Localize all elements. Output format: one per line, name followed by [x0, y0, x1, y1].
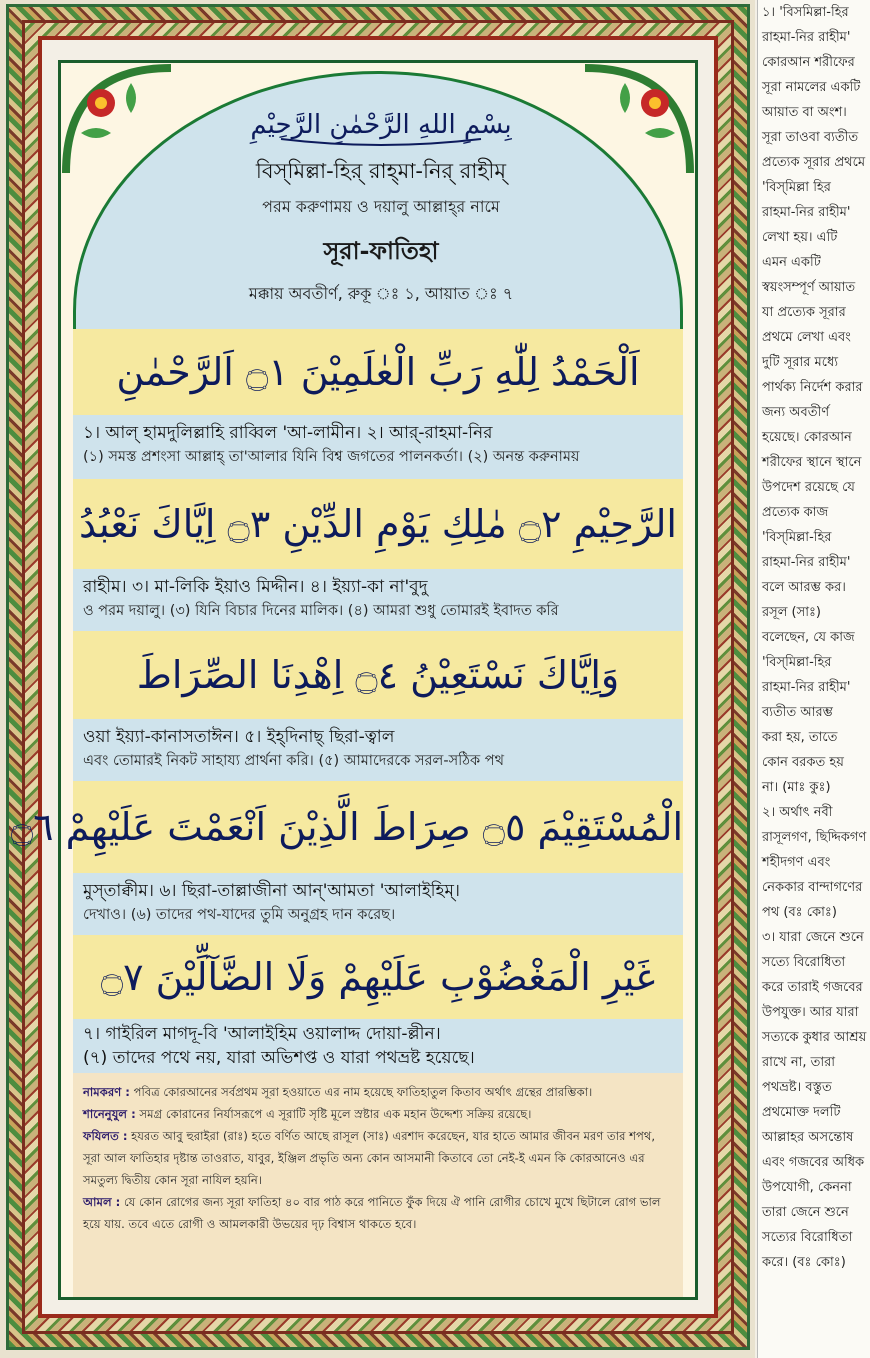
commentary-line: সূরা নামলের একটি — [762, 80, 861, 95]
surah-notes — [73, 1073, 683, 1297]
commentary-line: প্রত্যেক সূরার প্রথমে — [762, 155, 866, 170]
verse-meaning: (৭) তাদের পথে নয়, যারা অভিশপ্ত ও যারা পথভ্রষ্ট হয়েছে। — [83, 1048, 475, 1068]
commentary-line: করা হয়, তাতে — [762, 730, 838, 745]
commentary-line: করে। (বঃ কোঃ) — [762, 1255, 846, 1270]
commentary-line: উপযোগী, কেননা — [762, 1180, 852, 1195]
commentary-line: জন্য অবতীর্ণ — [762, 405, 830, 420]
commentary-line: সত্যের বিরোধিতা — [762, 1230, 853, 1245]
verse-meaning: এবং তোমারই নিকট সাহায্য প্রার্থনা করি। (৫) আমাদেরকে সরল-সঠিক পথ — [83, 753, 505, 769]
commentary-line: উপযুক্ত। আর যারা — [762, 1005, 859, 1020]
verse-translation — [73, 569, 683, 631]
commentary-line: পথ (বঃ কোঃ) — [762, 905, 837, 920]
commentary-line: করে তারাই গজবের — [762, 980, 863, 995]
commentary-line: 'বিস্‌মিল্লা হির — [762, 180, 831, 195]
note-revelation-context — [83, 1103, 673, 1125]
commentary-line: ব্যতীত আরম্ভ — [762, 705, 833, 720]
commentary-column — [757, 0, 870, 1358]
bismillah-calligraphy — [61, 93, 701, 149]
surah-title: সূরা-ফাতিহা — [323, 236, 439, 265]
commentary-line: সত্যে বিরোধিতা — [762, 955, 846, 970]
verse-meaning: ও পরম দয়ালু। (৩) যিনি বিচার দিনের মালিক। (৪) আমরা শুধু তোমারই ইবাদত করি — [83, 603, 559, 619]
commentary-line: যা প্রত্যেক সূরার — [762, 305, 846, 320]
commentary-line: প্রথমোক্ত দলটি — [762, 1105, 841, 1120]
commentary-line: শরীফের স্থানে স্থানে — [762, 455, 862, 470]
commentary-line: ৩। যারা জেনে শুনে — [762, 930, 864, 945]
verse-meaning: (১) সমস্ত প্রশংসা আল্লাহ্ তা'আলার যিনি বিশ্ব জগতের পালনকর্তা। (২) অনন্ত করুনাময় — [83, 449, 580, 465]
commentary-line: সত্যকে কুধার আশ্রয় — [762, 1030, 867, 1045]
arabic-verse: وَاِيَّاكَ نَسْتَعِيْنُ ۝٤ اِهْدِنَا الصِّرَاطَ — [73, 631, 683, 719]
commentary-line: ২। অর্থাৎ নবী — [762, 805, 833, 820]
verse-translation — [73, 719, 683, 781]
arabic-verse: اَلْحَمْدُ لِلّٰهِ رَبِّ الْعٰلَمِيْنَ ۝١ اَلرَّحْمٰنِ — [73, 329, 683, 415]
header — [61, 93, 701, 308]
commentary-line: হয়েছে। কোরআন — [762, 430, 852, 445]
verse-transliteration: ৭। গাইরিল মাগদূ-বি 'আলাইহিম ওয়ালাদ্দ দোয়া-ল্লীন। — [83, 1024, 441, 1044]
commentary-line: রাহমা-নির রাহীম' — [762, 205, 851, 220]
commentary-line: ১। 'বিসমিল্লা-হির — [762, 5, 849, 20]
commentary-line: বলে আরম্ভ কর। — [762, 580, 846, 595]
note-label: নামকরণ : — [83, 1085, 130, 1099]
verse-transliteration: রাহীম। ৩। মা-লিকি ইয়াও মিদ্দীন। ৪। ইয়্যা-কা না'বুদু — [83, 577, 428, 597]
commentary-line: কোরআন শরীফের — [762, 55, 855, 70]
commentary-line: প্রথমে লেখা এবং — [762, 330, 851, 345]
commentary-line: পার্থক্য নির্দেশ করার — [762, 380, 863, 395]
commentary-line: রসূল (সাঃ) — [762, 605, 821, 620]
content-frame — [10, 60, 698, 1300]
commentary-line: উপদেশ রয়েছে যে — [762, 480, 855, 495]
commentary-line: শহীদগণ এবং — [762, 855, 831, 870]
note-practice — [83, 1191, 673, 1235]
commentary-line: এমন একটি — [762, 255, 821, 270]
commentary-line: সূরা তাওবা ব্যতীত — [762, 130, 859, 145]
commentary-line: বলেছেন, যে কাজ — [762, 630, 855, 645]
commentary-line: নেককার বান্দাগণের — [762, 880, 863, 895]
verse-translation — [73, 1019, 683, 1073]
commentary-line: প্রত্যেক কাজ — [762, 505, 829, 520]
note-label: ফযিলত : — [83, 1129, 128, 1143]
commentary-line: স্বয়ংসম্পূর্ণ আয়াত — [762, 280, 856, 295]
bismillah-arabic: بِسْمِ اللهِ الرَّحْمٰنِ الرَّحِيْمِ — [250, 110, 512, 140]
commentary-line: রাহমা-নির রাহীম' — [762, 30, 851, 45]
arabic-verse: الْمُسْتَقِيْمَ ۝٥ صِرَاطَ الَّذِيْنَ اَنْعَمْتَ عَلَيْهِمْ ۝٦ — [73, 781, 683, 873]
arabic-verse: غَيْرِ الْمَغْضُوْبِ عَلَيْهِمْ وَلَا الضَّآلِّيْنَ ۝٧ — [73, 935, 683, 1019]
verse-transliteration: মুস্‌তাক্বীম। ৬। ছিরা-তাল্লাজীনা আন্'আমতা 'আলাইহিম্। — [83, 881, 460, 901]
arabic-verse: الرَّحِيْمِ ۝٢ مٰلِكِ يَوْمِ الدِّيْنِ ۝٣ اِيَّاكَ نَعْبُدُ — [73, 479, 683, 569]
commentary-line: লেখা হয়। এটি — [762, 230, 838, 245]
commentary-line: আল্লাহর অসন্তোষ — [762, 1130, 854, 1145]
note-label: আমল : — [83, 1195, 121, 1209]
commentary-line: রাহমা-নির রাহীম' — [762, 555, 851, 570]
commentary-line: রাসূলগণ, ছিদ্দিকগণ — [762, 830, 867, 845]
note-text: যে কোন রোগের জন্য সূরা ফাতিহা ৪০ বার পাঠ করে পানিতে ফুঁক দিয়ে ঐ পানি রোগীর চোখে মুখে ছিটালে রোগ ভাল হয়ে যায়. তবে এতে রোগী ও আমলকারী উভয়ের দৃঢ় বিশ্বাস থাকতে হবে। — [83, 1195, 661, 1231]
note-text: সমগ্র কোরানের নির্যাসরূপে এ সূরাটি সৃষ্টি মূলে স্রষ্টার এক মহান উদ্দেশ্য সক্রিয় রয়েছে। — [139, 1107, 532, 1121]
commentary-line: তারা জেনে শুনে — [762, 1205, 849, 1220]
commentary-line: 'বিস্‌মিল্লা-হির — [762, 655, 832, 670]
note-text: পবিত্র কোরআনের সর্বপ্রথম সূরা হওয়াতে এর নাম হয়েছে ফাতিহাতুল কিতাব অর্থাৎ গ্রন্থের প্রারম্ভিকা। — [133, 1085, 593, 1099]
commentary-line: দুটি সূরার মধ্যে — [762, 355, 839, 370]
commentary-line: না। (মাঃ কুঃ) — [762, 780, 831, 795]
note-virtue — [83, 1125, 673, 1191]
commentary-line: রাখে না, তারা — [762, 1055, 836, 1070]
note-label: শানেনুযুল : — [83, 1107, 136, 1121]
verse-transliteration: ওয়া ইয়্যা-কানাসতাঈন। ৫। ইহ্‌দিনাছ্ ছিরা-ত্বাল — [83, 727, 395, 747]
note-naming — [83, 1081, 673, 1103]
commentary-line: রাহমা-নির রাহীম' — [762, 680, 851, 695]
surah-info: মক্কায় অবতীর্ণ, রুকূ ঃ ১, আয়াত ঃ ৭ — [248, 284, 514, 303]
commentary-line: এবং গজবের অধিক — [762, 1155, 865, 1170]
note-text: হযরত আবু হুরাইরা (রাঃ) হতে বর্ণিত আছে রাসূল (সাঃ) এরশাদ করেছেন, যার হাতে আমার জীবন মরণ তার শপথ, সূরা আল ফাতিহার দৃষ্টান্ত তাওরাত, যাবুর, ইঞ্জিল প্রভৃতি অন্য কোন আসমানী কিতাবে তো নেই-ই এমন কি কোরআনেও এর সমতুল্য দ্বিতীয় কোন সূরা নাযিল হয়নি। — [83, 1129, 656, 1187]
verse-translation — [73, 873, 683, 935]
commentary-line: পথভ্রষ্ট। বস্তুত — [762, 1080, 832, 1095]
commentary-line: কোন বরকত হয় — [762, 755, 844, 770]
bismillah-transliteration: বিস্‌মিল্লা-হির্ রাহ্‌মা-নির্ রাহীম্ — [255, 159, 507, 183]
bismillah-meaning: পরম করুণাময় ও দয়ালু আল্লাহ্‌র নামে — [262, 197, 500, 216]
verse-transliteration: ১। আল্ হামদুলিল্লাহি রাব্বিল 'আ-লামীন। ২। আর্-রাহমা-নির — [83, 423, 493, 443]
verse-translation — [73, 415, 683, 479]
verse-meaning: দেখাও। (৬) তাদের পথ-যাদের তুমি অনুগ্রহ দান করেছ। — [83, 907, 396, 923]
commentary-line: 'বিস্‌মিল্লা-হির — [762, 530, 832, 545]
commentary-line: আয়াত বা অংশ। — [762, 105, 847, 120]
